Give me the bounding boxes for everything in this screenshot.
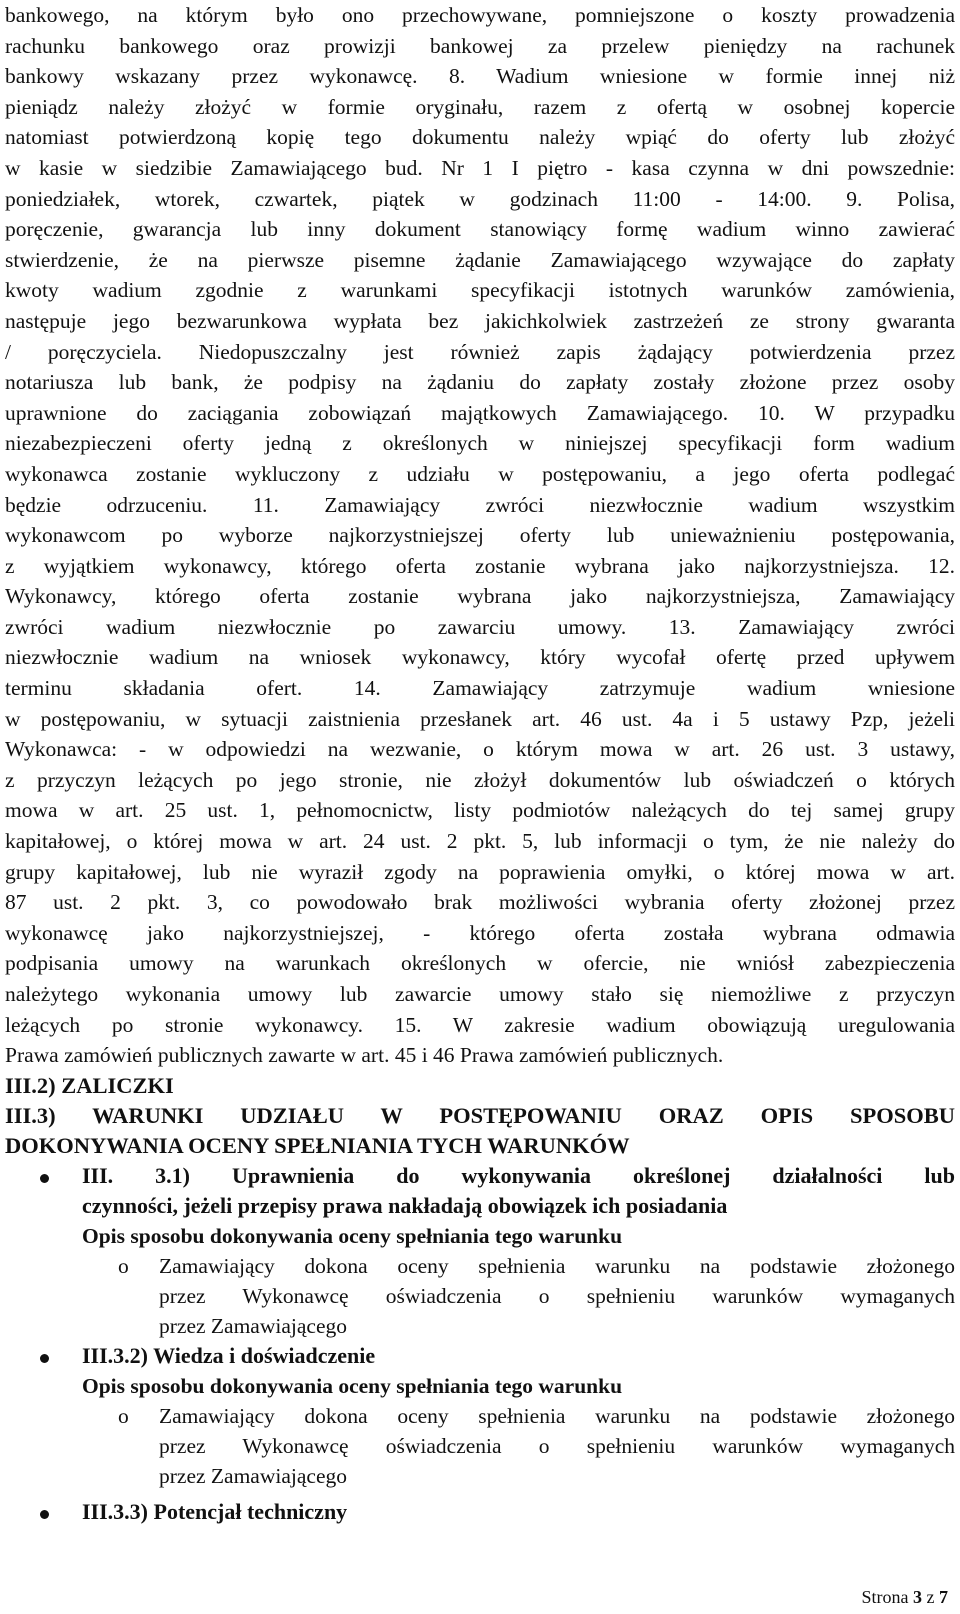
text-line: zwróci wadium niezwłocznie po zawarciu umowy. 13. Zamawiający zwróci [5, 614, 955, 639]
bullet-dot-icon [40, 1174, 49, 1183]
text-line: uprawnione do zaciągania zobowiązań majątkowych Zamawiającego. 10. W przypadku [5, 400, 955, 425]
heading-text: III.2) ZALICZKI [5, 1072, 174, 1098]
item-line: przez Wykonawcę oświadczenia o spełnieniu warunków wymaganych [159, 1283, 955, 1308]
text-line: wykonawcom po wyborze najkorzystniejszej oferty lub unieważnieniu postępowania, [5, 523, 955, 548]
page-of: z [926, 1587, 935, 1607]
text-line: niezabezpieczeni oferty jedną z określonych w niniejszej specyfikacji form wadium [5, 431, 955, 456]
text-line: należytego wykonania umowy lub zawarcie umowy stało się niemożliwe z przyczyn [5, 982, 955, 1006]
list-item-uprawnienia [5, 1161, 955, 1341]
title-line: III. 3.1) Uprawnienia do wykonywania określonej działalności lub [82, 1162, 955, 1188]
text-line: pieniądz należy złożyć w formie oryginału, razem z ofertą w osobnej kopercie [5, 94, 955, 119]
item-line: Zamawiający dokona oceny spełnienia warunku na podstawie złożonego [159, 1403, 955, 1428]
list-item-potencjal [5, 1497, 955, 1527]
page-label: Strona [861, 1587, 909, 1607]
text-line: podpisania umowy na warunkach określonych w ofercie, nie wniósł zabezpieczenia [5, 951, 955, 976]
text-line: leżących po stronie wykonawcy. 15. W zakresie wadium obowiązują uregulowania [5, 1012, 955, 1037]
page-number [862, 1586, 949, 1608]
text-line: poniedziałek, wtorek, czwartek, piątek w godzinach 11:00 - 14:00. 9. Polisa, [5, 186, 955, 211]
list-item-wiedza [5, 1341, 955, 1491]
heading-warunki [5, 1101, 955, 1161]
body-paragraph [5, 0, 955, 1071]
document-page [5, 0, 955, 1527]
text-line: mowa w art. 25 ust. 1, pełnomocnictw, listy podmiotów należących do tej samej grupy [5, 798, 955, 823]
text-line: stwierdzenie, że na pierwsze pisemne żądanie Zamawiającego wzywające do zapłaty [5, 247, 955, 272]
bullet-dot-icon [40, 1354, 49, 1363]
text-line: 87 ust. 2 pkt. 3, co powodowało brak możliwości wybrania oferty złożonej przez [5, 890, 955, 915]
title-line: III.3.2) Wiedza i doświadczenie [82, 1342, 376, 1368]
heading-text: DOKONYWANIA OCENY SPEŁNIANIA TYCH WARUNKÓW [5, 1132, 630, 1158]
conditions-list [5, 1161, 955, 1527]
text-line: terminu składania ofert. 14. Zamawiający zatrzymuje wadium wniesione [5, 676, 955, 701]
title-line: III.3.3) Potencjał techniczny [82, 1498, 348, 1524]
page-current: 3 [913, 1587, 922, 1607]
heading-zaliczki [5, 1071, 955, 1101]
sub-list-item [82, 1401, 955, 1491]
section-subtitle: Opis sposobu dokonywania oceny spełniania tego warunku [82, 1373, 623, 1398]
text-line: wykonawca zostanie wykluczony z udziału w postępowaniu, a jego oferta podlegać [5, 461, 955, 486]
text-line: natomiast potwierdzoną kopię tego dokumentu należy wpiąć do oferty lub złożyć [5, 125, 955, 150]
text-line: notariusza lub bank, że podpisy na żądaniu do zapłaty zostały złożone przez osoby [5, 370, 955, 395]
section-title [82, 1341, 955, 1371]
text-line: następuje jego bezwarunkowa wypłata bez jakichkolwiek zastrzeżeń ze strony gwaranta [5, 308, 955, 333]
bullet-dot-icon [40, 1510, 49, 1519]
text-line: / poręczyciela. Niedopuszczalny jest również zapis żądający potwierdzenia przez [5, 339, 955, 364]
section-subtitle: Opis sposobu dokonywania oceny spełniania tego warunku [82, 1223, 623, 1248]
title-line: czynności, jeżeli przepisy prawa nakładają obowiązek ich posiadania [82, 1192, 728, 1218]
text-line: w kasie w siedzibie Zamawiającego bud. Nr 1 I piętro - kasa czynna w dni powszednie: [5, 155, 955, 180]
page-total: 7 [939, 1587, 948, 1607]
text-line: bankowego, na którym było ono przechowywane, pomniejszone o koszty prowadzenia [5, 3, 955, 27]
text-line: poręczenie, gwarancja lub inny dokument stanowiący formę wadium winno zawierać [5, 217, 955, 242]
text-line: Wykonawca: - w odpowiedzi na wezwanie, o którym mowa w art. 26 ust. 3 ustawy, [5, 737, 955, 762]
text-line: z wyjątkiem wykonawcy, którego oferta zostanie wybrana jako najkorzystniejsza. 12. [5, 553, 955, 578]
text-line: kwoty wadium zgodnie z warunkami specyfikacji istotnych warunków zamówienia, [5, 278, 955, 303]
text-line: kapitałowej, o której mowa w art. 24 ust. 2 pkt. 5, lub informacji o tym, że nie należy do [5, 829, 955, 854]
text-line: bankowy wskazany przez wykonawcę. 8. Wadium wniesione w formie innej niż [5, 64, 955, 89]
section-title [82, 1497, 955, 1527]
item-line: przez Zamawiającego [159, 1313, 347, 1338]
heading-text: III.3) WARUNKI UDZIAŁU W POSTĘPOWANIU ORAZ OPIS SPOSOBU [5, 1102, 955, 1128]
text-line: wykonawcę jako najkorzystniejszej, - którego oferta została wybrana odmawia [5, 920, 955, 945]
text-line: niezwłocznie wadium na wniosek wykonawcy, który wycofał ofertę przed upływem [5, 645, 955, 670]
section-title [82, 1161, 955, 1221]
text-line: z przyczyn leżących po jego stronie, nie złożył dokumentów lub oświadczeń o których [5, 767, 955, 792]
text-line: Wykonawcy, którego oferta zostanie wybrana jako najkorzystniejsza, Zamawiający [5, 584, 955, 609]
text-line: Prawa zamówień publicznych zawarte w art. 45 i 46 Prawa zamówień publicznych. [5, 1043, 724, 1068]
text-line: będzie odrzuceniu. 11. Zamawiający zwróci niezwłocznie wadium wszystkim [5, 492, 955, 517]
item-line: przez Zamawiającego [159, 1463, 347, 1488]
item-line: Zamawiający dokona oceny spełnienia warunku na podstawie złożonego [159, 1253, 955, 1278]
sub-list-item [82, 1251, 955, 1341]
text-line: grupy kapitałowej, lub nie wyraził zgody na poprawienia omyłki, o której mowa w art. [5, 859, 955, 884]
item-line: przez Wykonawcę oświadczenia o spełnieniu warunków wymaganych [159, 1433, 955, 1458]
text-line: w postępowaniu, w sytuacji zaistnienia przesłanek art. 46 ust. 4a i 5 ustawy Pzp, jeżeli [5, 706, 955, 731]
circle-marker-icon: o [118, 1403, 129, 1428]
text-line: rachunku bankowego oraz prowizji bankowej za przelew pieniędzy na rachunek [5, 33, 955, 58]
circle-marker-icon: o [118, 1253, 129, 1278]
